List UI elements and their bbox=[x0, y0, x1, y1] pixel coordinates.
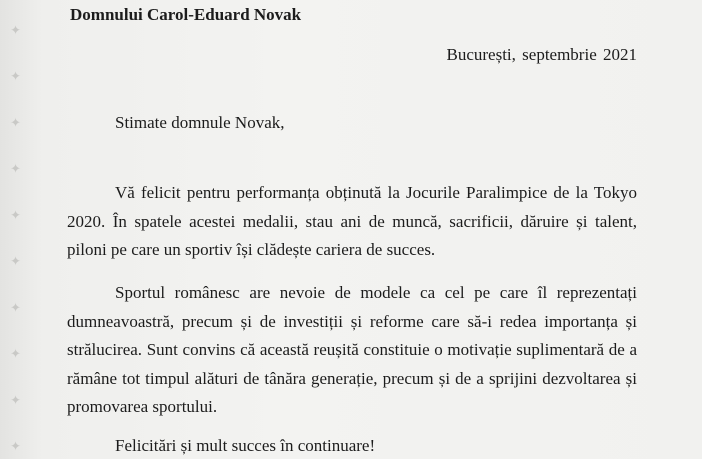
letter-salutation: Stimate domnule Novak, bbox=[115, 113, 285, 132]
letter-recipient: Domnului Carol-Eduard Novak bbox=[70, 5, 302, 24]
letter-closing: Felicitări și mult succes în continuare! bbox=[115, 436, 376, 455]
letter-place-date: București, septembrie 2021 bbox=[446, 45, 637, 64]
letter-paragraph-2: Sportul românesc are nevoie de modele ca cel pe care îl reprezentați dumneavoastră, precum și de investiții și reforme care să-i redea importanța și strălucirea. Sunt convins că această reușită constituie o motivație suplimentară de a rămâne tot timpul alături de tânăra generație, precum și de a sprijini dezvoltarea și promovarea sportului. bbox=[67, 283, 637, 416]
letter-paragraph-1: Vă felicit pentru performanța obținută la Jocurile Paralimpice de la Tokyo 2020. În spatele acestei medalii, stau ani de muncă, sacrificii, dăruire și talent, piloni pe care un sportiv își clădește cariera de succes. bbox=[67, 183, 637, 259]
security-watermark-strip: ✦ ✦ ✦ ✦ ✦ ✦ ✦ ✦ ✦ ✦ bbox=[7, 6, 22, 453]
